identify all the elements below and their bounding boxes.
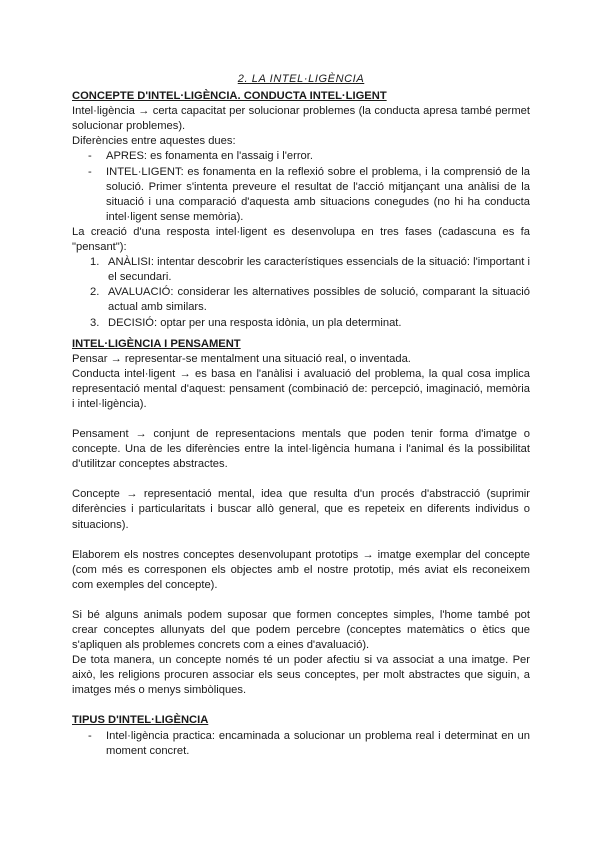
list-item (90, 316, 530, 331)
list-text: ANÀLISI: intentar descobrir les característiques essencials de la situació: l'important i el secundari. (108, 256, 530, 284)
paragraph-fases-intro: La creació d'una resposta intel·ligent es desenvolupa en tres fases (cadascuna es fa "pensant"): (72, 225, 530, 254)
paragraph-poder-afectiu: De tota manera, un concepte només té un poder afectiu si va associat a una imatge. Per això, les religions procuren associar els seus conceptes, per molt abstractes que siguin, a imatges més o menys simbòliques. (72, 654, 530, 697)
types-list (72, 729, 530, 759)
list-item: - INTEL·LIGENT: es fonamenta en la reflexió sobre el problema, i la comprensió de la solució. Primer s'intenta preveure el resultat de l'acció mitjançant una anàlisi de la situació i una comparació d'aquesta amb situacions conegudes (no hi ha conducta intel·ligent sense memòria). (106, 165, 530, 225)
paragraph-pensar: Pensar → representar-se mentalment una situació real, o inventada. (72, 352, 411, 365)
paragraph-pensament: Pensament → conjunt de representacions mentals que poden tenir forma d'imatge o concepte. Una de les diferències entre la intel·ligència humana i l'animal és la possibilitat d'utilitzar conceptes abstractes. (72, 428, 530, 471)
section-heading-pensament: INTEL·LIGÈNCIA I PENSAMENT (72, 337, 241, 350)
document-title: 2. LA INTEL·LIGÈNCIA (237, 73, 365, 85)
paragraph-intelligencia-definition: Intel·ligència → certa capacitat per solucionar problemes (la conducta apresa també permet solucionar problemes). (72, 105, 530, 133)
list-item (90, 285, 530, 315)
list-item: - APRES: es fonamenta en l'assaig i l'error. (106, 149, 530, 164)
list-number: 1. (90, 256, 100, 269)
paragraph-animals: Si bé alguns animals podem suposar que formen conceptes simples, l'home també pot crear conceptes allunyats del que podem percebre (conceptes matemàtics o ètics que s'apliquen als problemes concrets com a eines d'avaluació). (72, 608, 530, 652)
list-number: 3. (90, 316, 100, 329)
list-text: AVALUACIÓ: considerar les alternatives possibles de solució, comparant la situació actual amb similars. (108, 286, 530, 314)
phases-list (72, 255, 530, 330)
list-item (90, 255, 530, 285)
list-number: 2. (90, 286, 100, 299)
paragraph-conducta: Conducta intel·ligent → es basa en l'anàlisi i avaluació del problema, la qual cosa implica representació mental d'aquest: pensament (combinació de: percepció, imaginació, memòria i intel·ligència). (72, 367, 530, 410)
paragraph-prototips: Elaborem els nostres conceptes desenvolupant prototips → imatge exemplar del concepte (com més es corresponen els objectes amb el nostre prototip, més aviat els reconeixem com exemples del concepte). (72, 548, 530, 591)
paragraph-diferencies: Diferències entre aquestes dues: (72, 135, 236, 148)
section-heading-tipus: TIPUS D'INTEL·LIGÈNCIA (72, 714, 209, 727)
list-text: DECISIÓ: optar per una resposta idònia, un pla determinat. (108, 316, 402, 329)
section-heading-concepte: CONCEPTE D'INTEL·LIGÈNCIA. CONDUCTA INTEL·LIGENT (72, 90, 387, 103)
paragraph-concepte: Concepte → representació mental, idea que resulta d'un procés d'abstracció (suprimir diferències i particularitats i buscar allò general, que es repeteix en diferents individus o situacions). (72, 488, 530, 531)
list-item: - Intel·ligència practica: encaminada a solucionar un problema real i determinat en un moment concret. (106, 729, 530, 759)
differences-list (72, 149, 530, 224)
